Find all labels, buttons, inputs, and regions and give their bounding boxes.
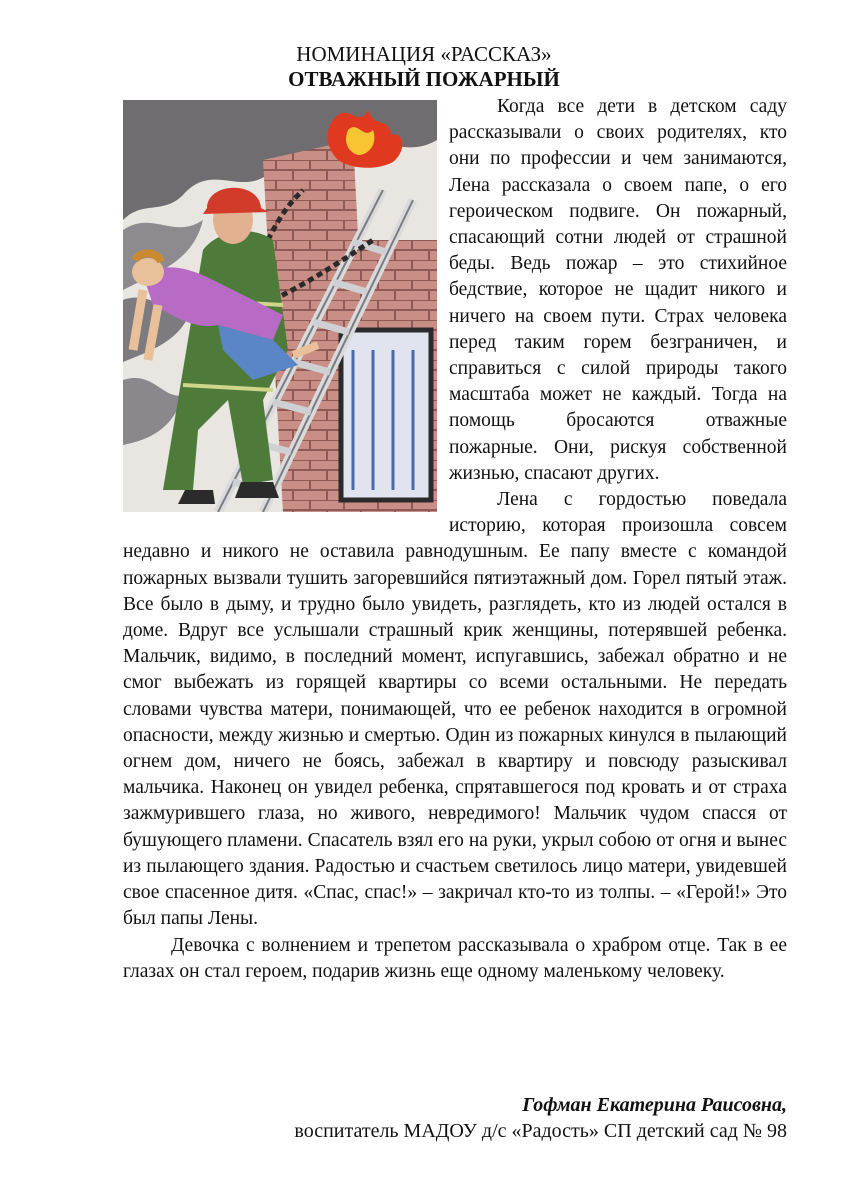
author-name: Гофман Екатерина Раисовна, — [522, 1094, 787, 1116]
story-body — [123, 94, 787, 985]
nomination-heading: НОМИНАЦИЯ «РАССКАЗ» — [296, 42, 552, 66]
header — [0, 42, 848, 91]
firefighter-rescue-drawing-icon — [123, 100, 437, 512]
author-role: воспитатель МАДОУ д/с «Радость» СП детский сад № 98 — [294, 1120, 787, 1142]
story-title: ОТВАЖНЫЙ ПОЖАРНЫЙ — [288, 67, 560, 91]
story-paragraph-2: Лена с гордостью поведала историю, которая произошла совсем недавно и никого не оставила равнодушным. Ее папу вместе с командой пожарных вызвали тушить загоревшийся пятиэтажный дом. Горел пятый этаж. Все было в дыму, и трудно было увидеть, разглядеть, кто из людей остался в доме. Вдруг все услышали страшный крик женщины, потерявшей ребенка. Мальчик, видимо, в последний момент, испугавшись, забежал обратно и не смог выбежать из горящей квартиры со всеми остальными. Не передать словами чувства матери, понимающей, что ее ребенок находится в огромной опасности, между жизнью и смертью. Один из пожарных кинулся в пылающий огнем дом, ничего не боясь, забежал в квартиру и повсюду разыскивал мальчика. Наконец он увидел ребенка, спрятавшегося под кровать и от страха зажмурившего глаза, но живого, невредимого! Мальчик чудом спасся от бушующего пламени. Спасатель взял его на руки, укрыл собою от огня и вынес из пылающего здания. Радостью и счастьем светилось лицо матери, увидевшей свое спасенное дитя. «Спас, спас!» – закричал кто-то из толпы. – «Герой!» Это был папы Лены. — [123, 489, 787, 930]
story-paragraph-3: Девочка с волнением и трепетом рассказывала о храбром отце. Так в ее глазах он стал героем, подарив жизнь еще одному маленькому человеку. — [123, 934, 787, 982]
story-paragraph-1: Когда все дети в детском саду рассказывали о своих родителях, кто они по профессии и чем занимаются, Лена рассказала о своем папе, о его героическом подвиге. Он пожарный, спасающий сотни людей от страшной беды. Ведь пожар – это стихийное бедствие, которое не щадит никого и ничего на своем пути. Страх человека перед таким горем безграничен, и справиться с силой природы такого масштаба может не каждый. Тогда на помощь бросаются отважные пожарные. Они, рискуя собственной жизнью, спасают других. — [449, 96, 787, 484]
